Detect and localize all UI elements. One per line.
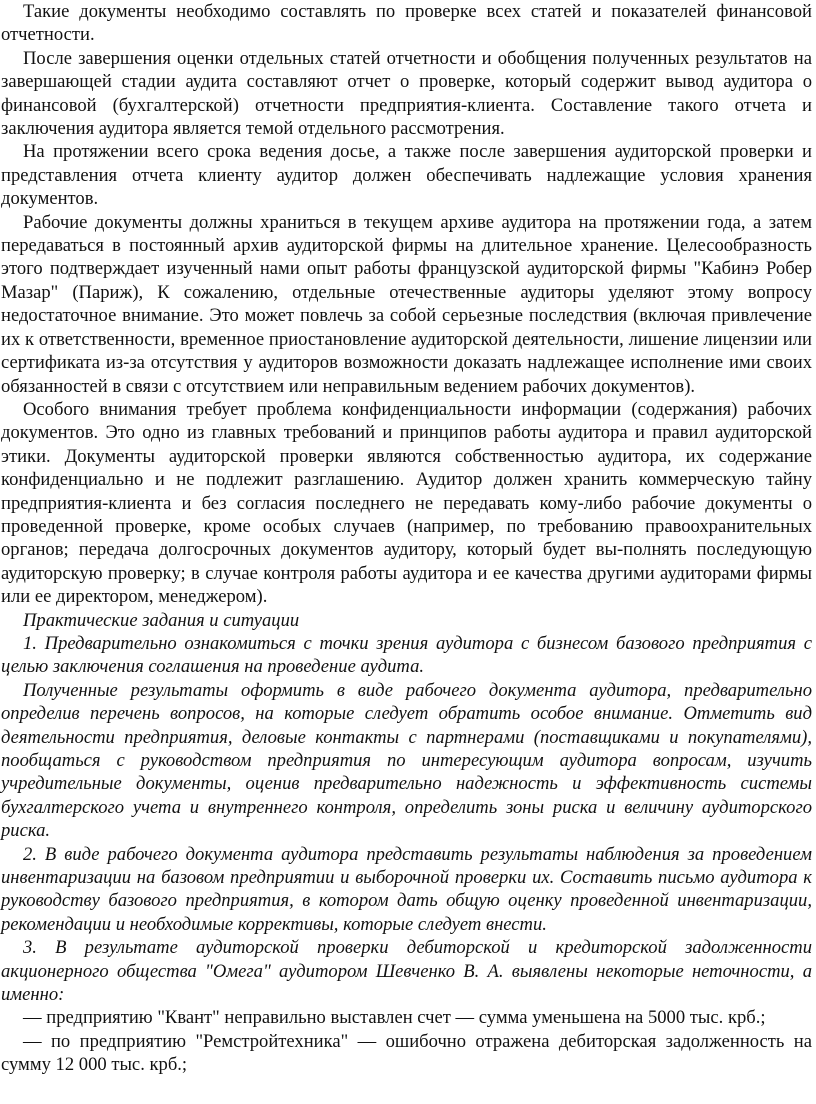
task-1: 1. Предварительно ознакомиться с точки зрения аудитора с бизнесом базового предприятия с целью заключения соглашения на проведение аудита. — [1, 632, 812, 678]
paragraph-2: После завершения оценки отдельных статей отчетности и обобщения полученных результатов на завершающей стадии аудита составляют отчет о проверке, который содержит вывод аудитора о финансовой (бухгалтерской) отчетности предприятия-клиента. Составление такого отчета и заключения аудитора является темой отдельного рассмотрения. — [1, 47, 812, 140]
list-item-kvant: — предприятию "Квант" неправильно выставлен счет — сумма уменьшена на 5000 тыс. крб.; — [23, 1007, 766, 1029]
paragraph-4: Рабочие документы должны храниться в текущем архиве аудитора на протяжении года, а затем передаваться в постоянный архив аудиторской фирмы на длительное хранение. Целесообразность этого подтверждает изученный нами опыт работы французской аудиторской фирмы "Кабинэ Робер Мазар" (Париж), К сожалению, отдельные отечественные аудиторы уделяют этому вопросу недостаточное внимание. Это может повлечь за собой серьезные последствия (включая привлечение их к ответственности, временное приостановление аудиторской деятельности, лишение лицензии или сертификата из-за отсутствия у аудиторов возможности доказать надлежащее исполнение ими своих обязанностей в связи с отсутствием или неправильным ведением рабочих документов). — [1, 211, 812, 397]
task-1-details: Полученные результаты оформить в виде рабочего документа аудитора, предварительно определив перечень вопросов, на которые следует обратить особое внимание. Отметить вид деятельности предприятия, деловые контакты с партнерами (поставщиками и покупателями), пообщаться с руководством предприятия по интересующим аудитора вопросам, изучить учредительные документы, оценив предварительно надежность и эффективность системы бухгалтерского учета и внутреннего контроля, определить зоны риска и величину аудиторского риска. — [1, 679, 812, 842]
section-heading: Практические задания и ситуации — [23, 609, 300, 631]
paragraph-5: Особого внимания требует проблема конфиденциальности информации (содержания) рабочих документов. Это одно из главных требований и принципов работы аудитора и правил аудиторской этики. Документы аудиторской проверки являются собственностью аудитора, их содержание конфиденциально и не подлежит разглашению. Аудитор должен хранить коммерческую тайну предприятия-клиента и без согласия последнего не передавать кому-либо рабочие документы о проведенной проверке, кроме особых случаев (например, по требованию правоохранительных органов; передача долгосрочных документов аудитору, который будет вы-полнять последующую аудиторскую проверку; в случае контроля работы аудитора и ее качества другими аудиторами фирмы или ее директором, менеджером). — [1, 398, 812, 608]
list-item-remstroytekhnika: — по предприятию "Ремстройтехника" — ошибочно отражена дебиторская задолженность на сумму 12 000 тыс. крб.; — [1, 1030, 812, 1076]
task-3: 3. В результате аудиторской проверки дебиторской и кредиторской задолженности акционерного общества "Омега" аудитором Шевченко В. А. выявлены некоторые неточности, а именно: — [1, 937, 812, 1006]
task-2: 2. В виде рабочего документа аудитора представить результаты наблюдения за проведением инвентаризации на базовом предприятии и выборочной проверки их. Составить письмо аудитора к руководству базового предприятия, в котором дать общую оценку проведенной инвентаризации, рекомендации и необходимые коррективы, которые следует внести. — [1, 843, 812, 935]
paragraph-3: На протяжении всего срока ведения досье, а также после завершения аудиторской проверки и представления отчета клиенту аудитор должен обеспечивать надлежащие условия хранения документов. — [1, 141, 812, 210]
paragraph-1: Такие документы необходимо составлять по проверке всех статей и показателей финансовой отчетности. — [1, 1, 812, 46]
